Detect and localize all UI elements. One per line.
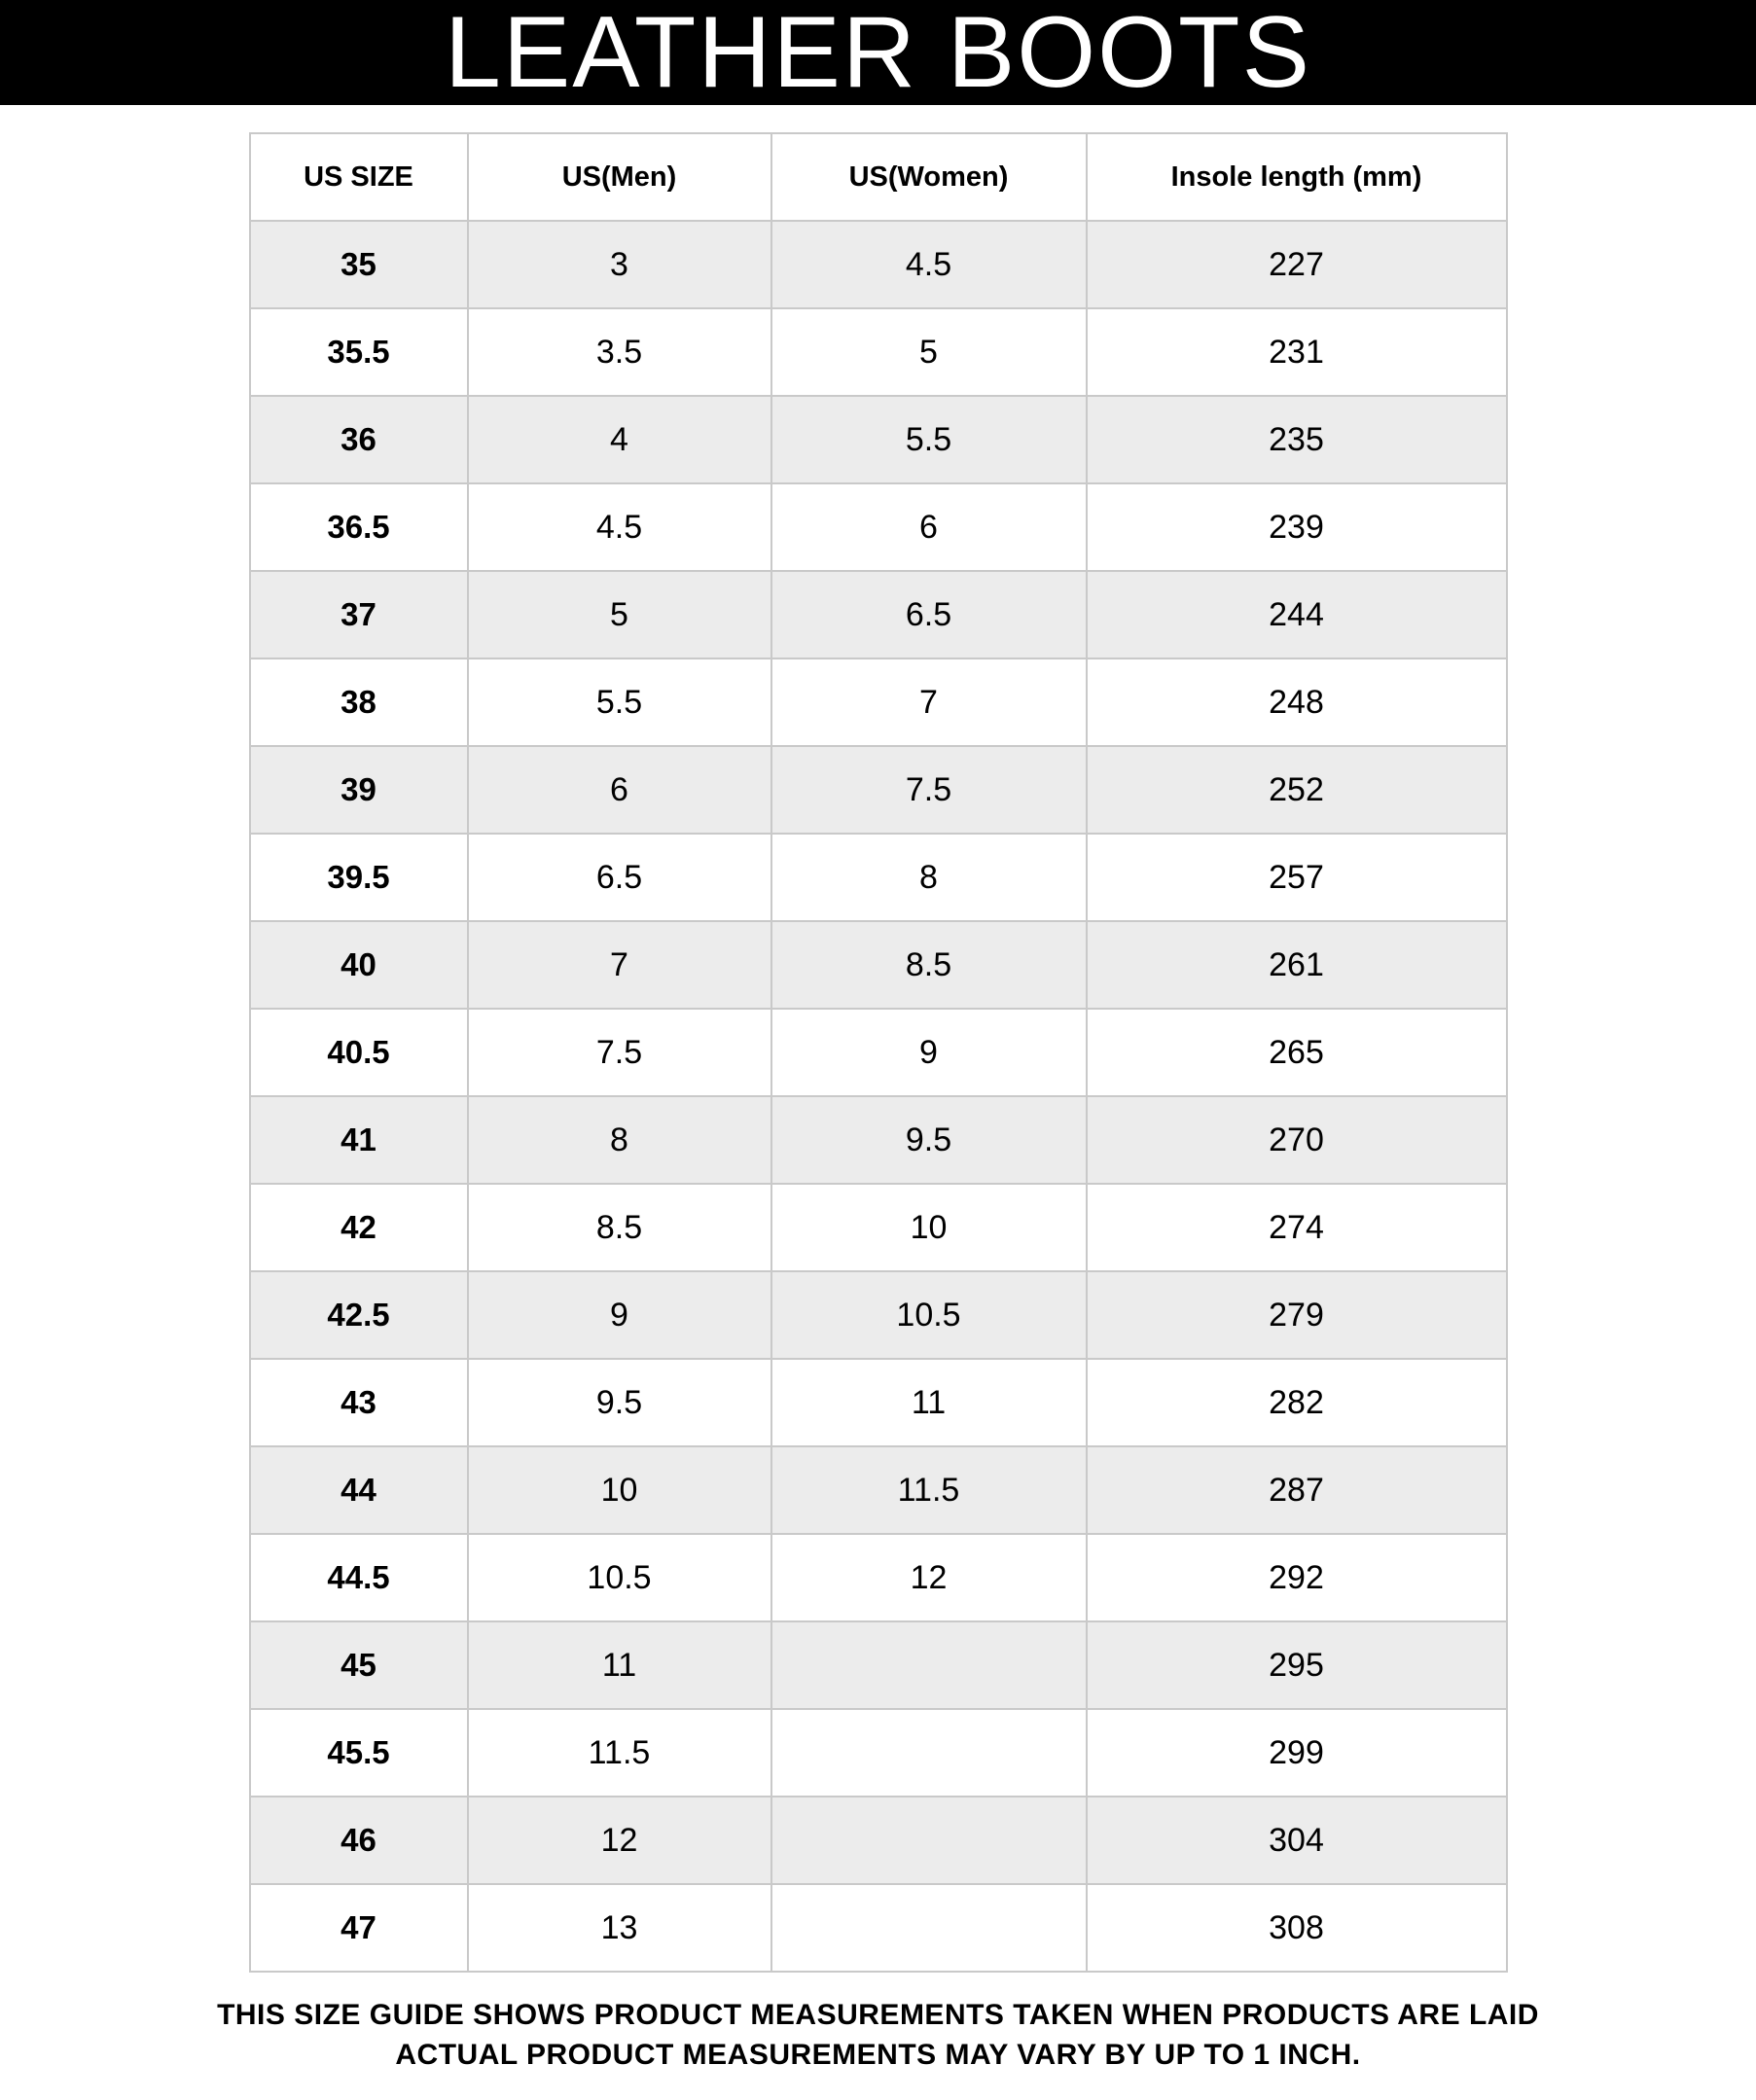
table-cell: 7.5 <box>468 1009 771 1096</box>
table-cell: 265 <box>1087 1009 1507 1096</box>
table-cell: 7 <box>771 658 1087 746</box>
table-row <box>250 1446 1507 1534</box>
size-table-container <box>0 105 1756 1973</box>
table-cell: 41 <box>250 1096 468 1184</box>
table-cell: 5.5 <box>468 658 771 746</box>
table-cell: 7 <box>468 921 771 1009</box>
table-cell: 42.5 <box>250 1271 468 1359</box>
column-header-us-women: US(Women) <box>771 133 1087 221</box>
table-cell: 244 <box>1087 571 1507 658</box>
table-cell: 43 <box>250 1359 468 1446</box>
table-row <box>250 1621 1507 1709</box>
table-cell: 308 <box>1087 1884 1507 1972</box>
table-cell: 10.5 <box>468 1534 771 1621</box>
page-title: LEATHER BOOTS <box>445 0 1311 109</box>
table-row <box>250 1184 1507 1271</box>
table-cell: 6 <box>468 746 771 834</box>
table-row <box>250 483 1507 571</box>
table-row <box>250 921 1507 1009</box>
table-cell: 12 <box>468 1797 771 1884</box>
table-cell: 239 <box>1087 483 1507 571</box>
table-row <box>250 221 1507 308</box>
table-cell: 36.5 <box>250 483 468 571</box>
footer-line-2: ACTUAL PRODUCT MEASUREMENTS MAY VARY BY UP TO 1 INCH. <box>395 2038 1361 2071</box>
table-cell: 3.5 <box>468 308 771 396</box>
table-cell: 47 <box>250 1884 468 1972</box>
table-cell: 6.5 <box>771 571 1087 658</box>
table-header <box>250 133 1507 221</box>
table-cell: 227 <box>1087 221 1507 308</box>
table-cell: 5.5 <box>771 396 1087 483</box>
table-cell: 3 <box>468 221 771 308</box>
table-cell: 36 <box>250 396 468 483</box>
table-row <box>250 1534 1507 1621</box>
table-cell: 279 <box>1087 1271 1507 1359</box>
table-cell: 9 <box>771 1009 1087 1096</box>
table-cell: 10.5 <box>771 1271 1087 1359</box>
table-cell: 252 <box>1087 746 1507 834</box>
table-cell: 42 <box>250 1184 468 1271</box>
table-cell: 40.5 <box>250 1009 468 1096</box>
table-cell: 282 <box>1087 1359 1507 1446</box>
table-cell: 4 <box>468 396 771 483</box>
footer-note <box>0 1973 1756 2100</box>
table-body <box>250 221 1507 1972</box>
table-cell: 274 <box>1087 1184 1507 1271</box>
table-cell: 10 <box>771 1184 1087 1271</box>
size-chart-table <box>249 132 1508 1973</box>
table-header-row <box>250 133 1507 221</box>
table-cell: 45.5 <box>250 1709 468 1797</box>
table-row <box>250 1797 1507 1884</box>
table-row <box>250 834 1507 921</box>
table-cell: 40 <box>250 921 468 1009</box>
footer-line-1: THIS SIZE GUIDE SHOWS PRODUCT MEASUREMENTS TAKEN WHEN PRODUCTS ARE LAID <box>217 1999 1539 2031</box>
column-header-us-size: US SIZE <box>250 133 468 221</box>
table-cell: 39 <box>250 746 468 834</box>
table-cell: 4.5 <box>771 221 1087 308</box>
table-cell: 8 <box>771 834 1087 921</box>
table-cell: 292 <box>1087 1534 1507 1621</box>
table-cell: 5 <box>771 308 1087 396</box>
table-cell: 11 <box>468 1621 771 1709</box>
table-cell: 257 <box>1087 834 1507 921</box>
table-cell: 261 <box>1087 921 1507 1009</box>
table-cell: 8.5 <box>771 921 1087 1009</box>
table-cell: 270 <box>1087 1096 1507 1184</box>
table-cell: 37 <box>250 571 468 658</box>
table-row <box>250 1709 1507 1797</box>
table-cell: 7.5 <box>771 746 1087 834</box>
table-cell: 35.5 <box>250 308 468 396</box>
table-cell: 45 <box>250 1621 468 1709</box>
title-banner <box>0 0 1756 109</box>
table-row <box>250 1009 1507 1096</box>
table-row <box>250 308 1507 396</box>
table-cell: 12 <box>771 1534 1087 1621</box>
table-cell: 9.5 <box>468 1359 771 1446</box>
table-cell: 9 <box>468 1271 771 1359</box>
table-cell: 35 <box>250 221 468 308</box>
table-cell: 11 <box>771 1359 1087 1446</box>
table-cell: 4.5 <box>468 483 771 571</box>
table-cell: 44 <box>250 1446 468 1534</box>
column-header-us-men: US(Men) <box>468 133 771 221</box>
table-cell: 39.5 <box>250 834 468 921</box>
table-cell <box>771 1709 1087 1797</box>
table-cell <box>771 1621 1087 1709</box>
table-row <box>250 571 1507 658</box>
column-header-insole-length: Insole length (mm) <box>1087 133 1507 221</box>
table-cell: 11.5 <box>468 1709 771 1797</box>
table-cell: 13 <box>468 1884 771 1972</box>
table-cell <box>771 1797 1087 1884</box>
table-cell: 8 <box>468 1096 771 1184</box>
table-cell: 304 <box>1087 1797 1507 1884</box>
table-row <box>250 746 1507 834</box>
table-cell <box>771 1884 1087 1972</box>
table-cell: 5 <box>468 571 771 658</box>
table-row <box>250 658 1507 746</box>
table-cell: 44.5 <box>250 1534 468 1621</box>
table-row <box>250 1359 1507 1446</box>
table-cell: 9.5 <box>771 1096 1087 1184</box>
table-cell: 38 <box>250 658 468 746</box>
table-cell: 8.5 <box>468 1184 771 1271</box>
table-row <box>250 1884 1507 1972</box>
table-cell: 299 <box>1087 1709 1507 1797</box>
table-cell: 248 <box>1087 658 1507 746</box>
table-cell: 295 <box>1087 1621 1507 1709</box>
table-cell: 231 <box>1087 308 1507 396</box>
table-row <box>250 396 1507 483</box>
table-row <box>250 1271 1507 1359</box>
table-cell: 6 <box>771 483 1087 571</box>
table-cell: 46 <box>250 1797 468 1884</box>
table-cell: 11.5 <box>771 1446 1087 1534</box>
table-cell: 6.5 <box>468 834 771 921</box>
table-cell: 10 <box>468 1446 771 1534</box>
table-cell: 235 <box>1087 396 1507 483</box>
table-row <box>250 1096 1507 1184</box>
table-cell: 287 <box>1087 1446 1507 1534</box>
